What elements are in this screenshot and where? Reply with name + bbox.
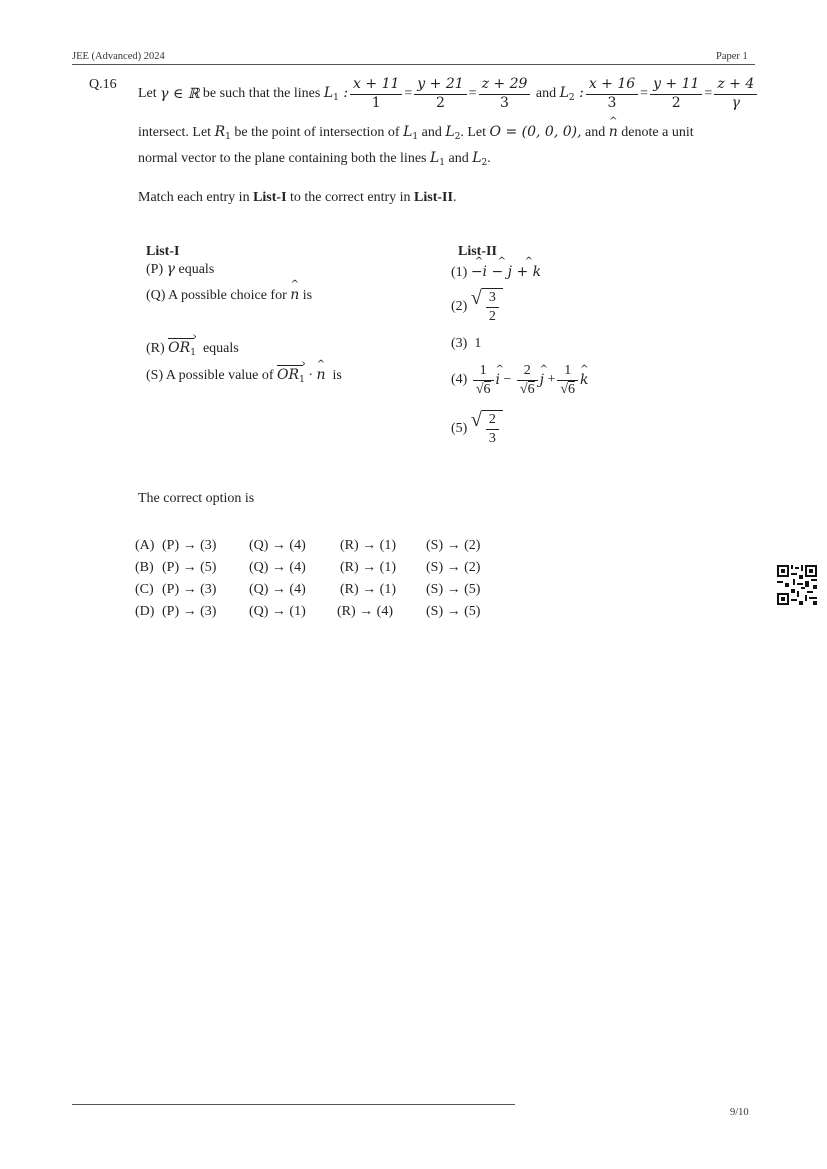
list2-item-1: (1) ^ −i ^ − j ^ + k xyxy=(451,264,541,281)
R1-symbol: $R_1$ xyxy=(214,124,231,142)
list1-heading: List-I xyxy=(146,244,180,259)
match-instruction: Match each entry in List-I to the correct entry in List-II. xyxy=(138,190,457,205)
list1-item-S: (S) A possible value of $OR_1$ › · ^ n is xyxy=(146,367,342,385)
list2-item-4: (4) $\frac{1}{√6}$ ^ i − $\frac{2}{√6}$ ^ j + $\frac{1}{√6}$ ^ k xyxy=(451,362,589,398)
text: Let xyxy=(138,86,157,101)
question-line-1: Let γ ∈ ℝ be such that the lines $L_1$ : $\frac{x + 11}{1}$ = $\frac{y + 21}{2}$ = $\frac{z + 29}{3}$ and $L_2$ : $\frac{x + 16}{3}$ = $\frac{y + 11}{2}$ = $\frac{z + 4}{\gamma}$ xyxy=(138,76,759,112)
L2-frac-y: $\frac{y + 11}{2}$ xyxy=(650,76,702,112)
origin-def: O = (0, 0, 0), xyxy=(489,124,582,140)
L1-symbol: $L_1$ xyxy=(429,150,446,168)
L1-symbol: $L_1$ xyxy=(403,124,419,142)
list2-item-5: (5) √ $\frac{2}{3}$ xyxy=(451,410,503,447)
paper-label: Paper 1 xyxy=(716,51,748,62)
list2-item-2: (2) √ $\frac{3}{2}$ xyxy=(451,288,503,325)
and-word: and xyxy=(535,86,557,101)
L2-frac-x: $\frac{x + 16}{3}$ xyxy=(586,76,638,112)
L2-frac-z: $\frac{z + 4}{\gamma}$ xyxy=(714,76,757,112)
list2-item-3: (3) 1 xyxy=(451,336,482,351)
list2-heading: List-II xyxy=(458,244,497,259)
list1-item-P: (P) γ equals xyxy=(146,261,215,277)
question-number: Q.16 xyxy=(89,77,117,92)
list1-item-R: (R) $OR_1$ › equals xyxy=(146,340,239,358)
footer-rule xyxy=(72,1104,515,1105)
n-hat-symbol: ^ n xyxy=(609,124,618,140)
correct-option-prompt: The correct option is xyxy=(138,491,255,506)
header-rule xyxy=(72,64,755,65)
L2-symbol: $L_2$ xyxy=(472,150,488,168)
qr-code-icon xyxy=(777,565,817,605)
question-line-2: intersect. Let $R_1$ be the point of intersection of $L_1$ and $L_2$. Let O = (0, 0, 0), and ^ n denote a unit xyxy=(138,124,694,142)
line-L1-label: $L_1$ : xyxy=(323,85,349,103)
gamma-in-reals: γ ∈ ℝ xyxy=(160,86,200,102)
line-L2-label: $L_2$ : xyxy=(559,85,584,103)
text: be such that the lines xyxy=(202,86,321,101)
L1-frac-y: $\frac{y + 21}{2}$ xyxy=(414,76,466,112)
L2-symbol: $L_2$ xyxy=(445,124,461,142)
list1-item-Q: (Q) A possible choice for ^ n is xyxy=(146,287,312,304)
L1-frac-z: $\frac{z + 29}{3}$ xyxy=(479,76,531,112)
L1-frac-x: $\frac{x + 11}{1}$ xyxy=(350,76,402,112)
question-line-3: normal vector to the plane containing both the lines $L_1$ and $L_2$. xyxy=(138,150,491,168)
page-number: 9/10 xyxy=(730,1107,749,1118)
exam-title: JEE (Advanced) 2024 xyxy=(72,51,165,62)
